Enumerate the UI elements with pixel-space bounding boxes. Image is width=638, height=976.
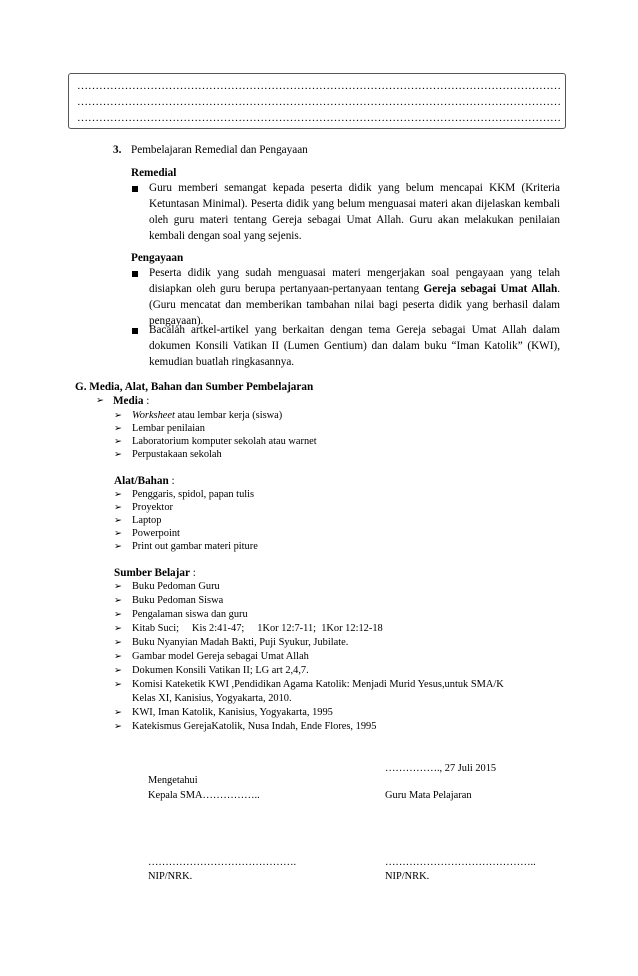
- sumber-label: [114, 566, 196, 580]
- media-colon: :: [143, 395, 150, 407]
- remedial-heading: Remedial: [131, 167, 177, 179]
- sumber-item: Kitab Suci; Kis 2:41-47; 1Kor 12:7-11; 1Kor 12:12-18: [132, 623, 383, 634]
- alat-label: [114, 474, 175, 488]
- sumber-item: Gambar model Gereja sebagai Umat Allah: [132, 651, 309, 662]
- alat-label-text: Alat/Bahan: [114, 475, 169, 487]
- sumber-item: Buku Nyanyian Madah Bakti, Puji Syukur, Jubilate.: [132, 637, 349, 648]
- section-g-title: G. Media, Alat, Bahan dan Sumber Pembelajaran: [75, 381, 314, 393]
- media-label: [113, 394, 149, 408]
- arrow-bullet-icon: ➢: [114, 528, 122, 539]
- arrow-bullet-icon: ➢: [114, 423, 122, 434]
- arrow-bullet-icon: ➢: [114, 515, 122, 526]
- arrow-bullet-icon: ➢: [114, 581, 122, 592]
- dotted-line: ……………………………………………………………………………………………………………………: [77, 96, 561, 108]
- alat-item: Penggaris, spidol, papan tulis: [132, 489, 255, 500]
- signature-mengetahui: Mengetahui: [148, 775, 198, 786]
- pengayaan-item-1: [149, 265, 560, 329]
- alat-colon: :: [168, 475, 175, 487]
- arrow-bullet-icon: ➢: [114, 707, 122, 718]
- arrow-bullet-icon: ➢: [114, 489, 122, 500]
- media-item: [132, 409, 282, 422]
- media-item-italic: Worksheet: [132, 410, 175, 421]
- sumber-item: Buku Pedoman Siswa: [132, 595, 224, 606]
- sumber-item: Dokumen Konsili Vatikan II; LG art 2,4,7.: [132, 665, 309, 676]
- media-item: Perpustakaan sekolah: [132, 449, 222, 460]
- arrow-bullet-icon: ➢: [114, 595, 122, 606]
- pengayaan-item-2: Bacalah artkel-artikel yang berkaitan dengan tema Gereja sebagai Umat Allah dalam dokumen Konsili Vatikan II (Lumen Gentium) dan dalam buku “Iman Katolik” (KWI), kemudian buatlah ringkasannya.: [149, 324, 560, 368]
- alat-item: Proyektor: [132, 502, 173, 513]
- signature-nip-right: NIP/NRK.: [385, 871, 430, 882]
- alat-item: Laptop: [132, 515, 162, 526]
- alat-item: Powerpoint: [132, 528, 180, 539]
- dotted-fill-box: [68, 73, 566, 129]
- dotted-line: ……………………………………………………………………………………………………………………: [77, 80, 561, 92]
- square-bullet-icon: [132, 271, 138, 277]
- arrow-bullet-icon: ➢: [114, 502, 122, 513]
- sumber-item: Pengalaman siswa dan guru: [132, 609, 248, 620]
- signature-guru: Guru Mata Pelajaran: [385, 790, 472, 801]
- media-item: Lembar penilaian: [132, 423, 205, 434]
- media-label-text: Media: [113, 395, 144, 407]
- square-bullet-icon: [132, 186, 138, 192]
- signature-line-right: ……………………………………..: [385, 857, 536, 868]
- dotted-line: ……………………………………………………………………………………………………………………: [77, 112, 561, 124]
- square-bullet-icon: [132, 328, 138, 334]
- media-item-text: atau lembar kerja (siswa): [174, 410, 283, 421]
- signature-line-left: …………………………………….: [148, 857, 297, 868]
- section-title: Pembelajaran Remedial dan Pengayaan: [131, 144, 308, 156]
- arrow-bullet-icon: ➢: [96, 395, 104, 406]
- media-item: Laboratorium komputer sekolah atau warnet: [132, 436, 317, 447]
- arrow-bullet-icon: ➢: [114, 609, 122, 620]
- sumber-item: Katekismus GerejaKatolik, Nusa Indah, Ende Flores, 1995: [132, 721, 377, 732]
- arrow-bullet-icon: ➢: [114, 637, 122, 648]
- arrow-bullet-icon: ➢: [114, 623, 122, 634]
- sumber-item: Buku Pedoman Guru: [132, 581, 220, 592]
- pengayaan-item-1-post: . (Guru mencatat dan memberikan tambahan nilai bagi peserta didik yang berhasil dalam pengayaan).: [149, 283, 560, 327]
- sumber-item: Komisi Kateketik KWI ,Pendidikan Agama Katolik: Menjadi Murid Yesus,untuk SMA/K: [132, 679, 504, 690]
- sumber-colon: :: [189, 567, 196, 579]
- arrow-bullet-icon: ➢: [114, 410, 122, 421]
- arrow-bullet-icon: ➢: [114, 679, 122, 690]
- signature-kepala: Kepala SMA……………..: [148, 790, 260, 801]
- section-number: 3.: [113, 144, 122, 156]
- pengayaan-heading: Pengayaan: [131, 252, 184, 264]
- alat-item: Print out gambar materi piture: [132, 541, 258, 552]
- arrow-bullet-icon: ➢: [114, 449, 122, 460]
- sumber-item: KWI, Iman Katolik, Kanisius, Yogyakarta, 1995: [132, 707, 333, 718]
- remedial-text: Guru memberi semangat kepada peserta didik yang belum mencapai KKM (Kriteria Ketuntasan Minimal). Peserta didik yang belum menguasai materi akan dijelaskan kembali oleh guru materi tentang Gereja sebagai Umat Allah. Guru akan melakukan penilaian kembali dengan soal yang sejenis.: [149, 182, 560, 242]
- signature-date: ……………., 27 Juli 2015: [385, 763, 497, 774]
- sumber-item-continuation: Kelas XI, Kanisius, Yogyakarta, 2010.: [132, 693, 292, 704]
- arrow-bullet-icon: ➢: [114, 665, 122, 676]
- arrow-bullet-icon: ➢: [114, 651, 122, 662]
- sumber-label-text: Sumber Belajar: [114, 567, 190, 579]
- pengayaan-item-1-bold: Gereja sebagai Umat Allah: [423, 283, 558, 295]
- pengayaan-item-1-pre: Peserta didik yang sudah menguasai materi mengerjakan soal pengayaan yang telah disiapkan oleh guru berupa pertanyaan-pertanyaan tentang: [149, 267, 560, 295]
- arrow-bullet-icon: ➢: [114, 721, 122, 732]
- arrow-bullet-icon: ➢: [114, 436, 122, 447]
- signature-nip-left: NIP/NRK.: [148, 871, 193, 882]
- arrow-bullet-icon: ➢: [114, 541, 122, 552]
